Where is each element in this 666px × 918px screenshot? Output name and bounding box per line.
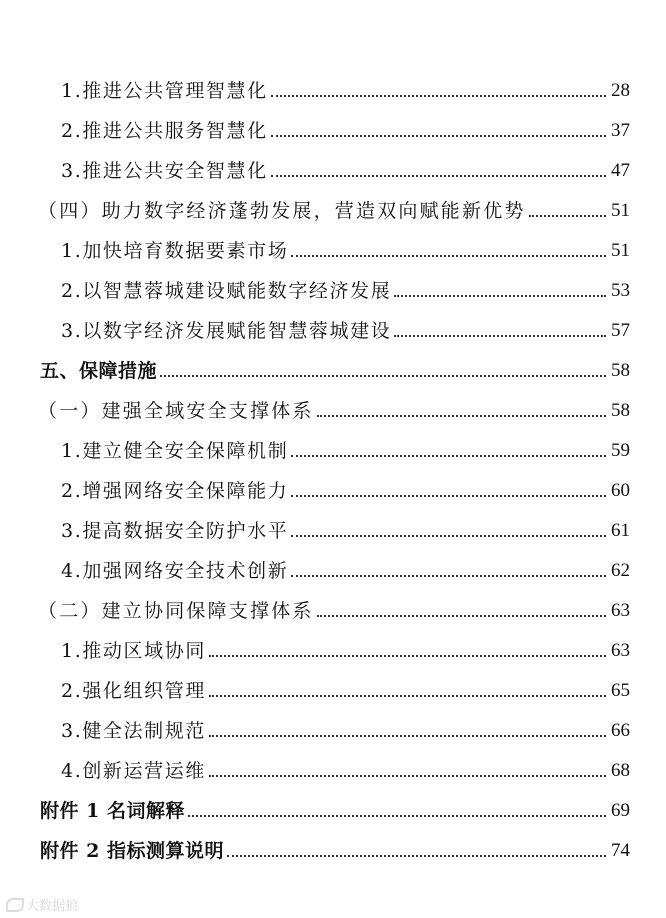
toc-entry[interactable]	[0, 382, 630, 422]
toc-entry-page-number: 51	[611, 240, 630, 261]
toc-dot-leader	[291, 575, 606, 577]
toc-entry-page-number: 68	[611, 760, 630, 781]
toc-entry-title: 2.推进公共服务智慧化	[61, 120, 268, 142]
toc-entry[interactable]	[0, 422, 630, 462]
toc-entry-page-number: 60	[611, 480, 630, 501]
toc-entry-title: 五、保障措施	[40, 360, 158, 382]
toc-entry-title: （二）建立协同保障支撑体系	[38, 600, 314, 622]
toc-entry-page-number: 51	[611, 200, 630, 221]
toc-entry[interactable]	[0, 782, 630, 822]
toc-entry-page-number: 59	[611, 440, 630, 461]
toc-entry-page-number: 28	[611, 80, 630, 101]
toc-entry-page-number: 37	[611, 120, 630, 141]
watermark	[6, 895, 78, 914]
toc-entry-title: 3.以数字经济发展赋能智慧蓉城建设	[61, 320, 392, 342]
toc-entry[interactable]	[0, 502, 630, 542]
toc-entry-page-number: 63	[611, 600, 630, 621]
toc-dot-leader	[209, 695, 606, 697]
toc-dot-leader	[160, 375, 606, 377]
toc-entry-title: 1.推进公共管理智慧化	[61, 80, 268, 102]
toc-entry[interactable]	[0, 702, 630, 742]
toc-entry[interactable]	[0, 302, 630, 342]
toc-dot-leader	[209, 655, 606, 657]
toc-dot-leader	[291, 535, 606, 537]
toc-entry[interactable]	[0, 822, 630, 862]
toc-entry-title: 3.健全法制规范	[61, 720, 206, 742]
toc-entry-title: 1.加快培育数据要素市场	[61, 240, 289, 262]
toc-entry-page-number: 58	[611, 400, 630, 421]
toc-entry[interactable]	[0, 662, 630, 702]
toc-dot-leader	[291, 255, 606, 257]
toc-entry-title: 2.强化组织管理	[61, 680, 206, 702]
toc-entry-title: 4.创新运营运维	[61, 760, 206, 782]
toc-entry-page-number: 58	[611, 360, 630, 381]
toc-entry-title: （一）建强全域安全支撑体系	[38, 400, 314, 422]
watermark-text: 大数据狼	[26, 899, 79, 914]
toc-entry-page-number: 47	[611, 160, 630, 181]
toc-dot-leader	[317, 415, 606, 417]
toc-entry-title: 2.以智慧蓉城建设赋能数字经济发展	[61, 280, 392, 302]
toc-entry[interactable]	[0, 622, 630, 662]
toc-entry-title: 附件 1 名词解释	[40, 800, 185, 822]
toc-dot-leader	[188, 815, 606, 817]
toc-entry[interactable]	[0, 222, 630, 262]
toc-dot-leader	[317, 615, 606, 617]
toc-entry[interactable]	[0, 262, 630, 302]
toc-entry[interactable]	[0, 142, 630, 182]
toc-dot-leader	[394, 335, 606, 337]
toc-dot-leader	[271, 135, 606, 137]
toc-entry-title: 1.推动区域协同	[61, 640, 206, 662]
toc-entry[interactable]	[0, 542, 630, 582]
toc-entry-title: 2.增强网络安全保障能力	[61, 480, 289, 502]
toc-entry-page-number: 61	[611, 520, 630, 541]
toc-entry[interactable]	[0, 582, 630, 622]
toc-dot-leader	[209, 775, 606, 777]
toc-entry[interactable]	[0, 462, 630, 502]
toc-entry-title: 3.提高数据安全防护水平	[61, 520, 289, 542]
toc-entry[interactable]	[0, 102, 630, 142]
toc-entry[interactable]	[0, 62, 630, 102]
toc-entry-title: 附件 2 指标测算说明	[40, 840, 224, 862]
toc-dot-leader	[291, 455, 606, 457]
toc-entry[interactable]	[0, 742, 630, 782]
toc-entry-title: 3.推进公共安全智慧化	[61, 160, 268, 182]
toc-entry[interactable]	[0, 182, 630, 222]
toc-entry-page-number: 53	[611, 280, 630, 301]
toc-entry-page-number: 63	[611, 640, 630, 661]
toc-dot-leader	[271, 175, 606, 177]
toc-dot-leader	[271, 95, 606, 97]
toc-entry-title: 4.加强网络安全技术创新	[61, 560, 289, 582]
toc-dot-leader	[209, 735, 606, 737]
toc-entry-page-number: 74	[611, 840, 630, 861]
toc-dot-leader	[394, 295, 606, 297]
toc-entry-page-number: 66	[611, 720, 630, 741]
watermark-logo-icon	[6, 898, 24, 912]
toc-dot-leader	[227, 855, 606, 857]
toc-entry[interactable]	[0, 342, 630, 382]
toc-entry-page-number: 57	[611, 320, 630, 341]
toc-dot-leader	[291, 495, 606, 497]
toc-dot-leader	[529, 215, 606, 217]
toc-entry-page-number: 62	[611, 560, 630, 581]
toc-entry-title: 1.建立健全安全保障机制	[61, 440, 289, 462]
toc-entry-page-number: 65	[611, 680, 630, 701]
toc-entry-page-number: 69	[611, 800, 630, 821]
toc-entry-title: （四）助力数字经济蓬勃发展，营造双向赋能新优势	[38, 200, 526, 222]
